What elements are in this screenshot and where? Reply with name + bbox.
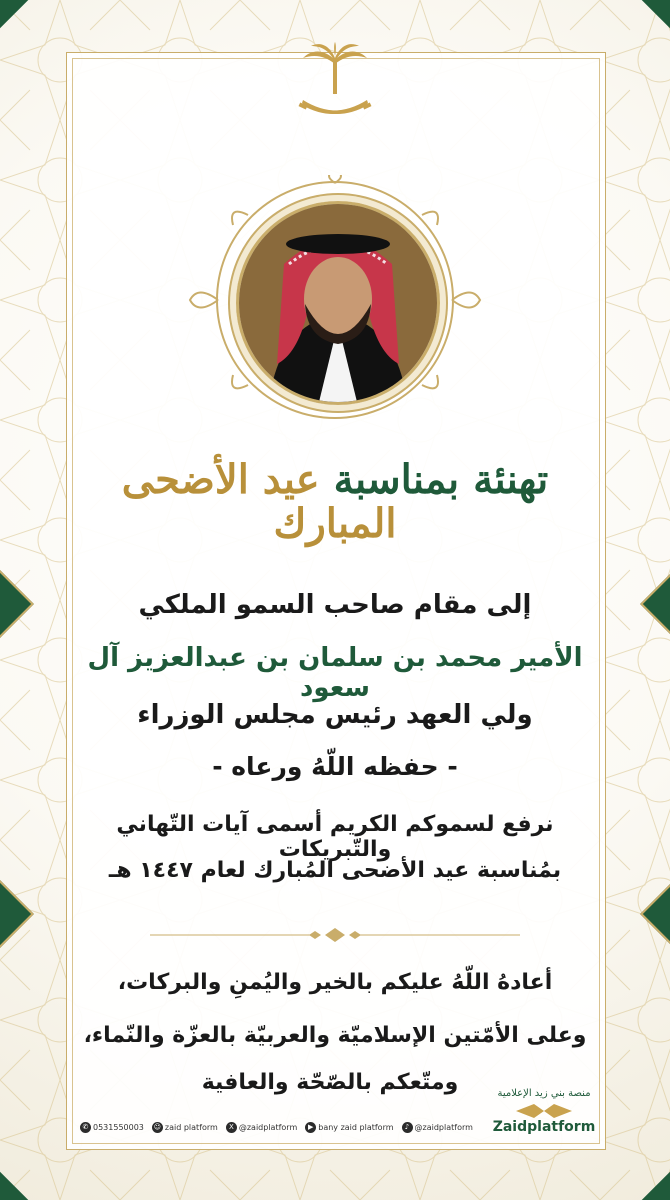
- social-text: @zaidplatform: [414, 1122, 473, 1132]
- social-text: bany zaid platform: [318, 1122, 394, 1132]
- title-part-2: عيد الأضحى المبارك: [121, 456, 397, 547]
- portrait-figure-icon: [239, 204, 437, 402]
- prince-name: الأمير محمد بن سلمان بن عبدالعزيز آل سعود: [87, 643, 583, 703]
- brand-name: Zaidplatform: [492, 1119, 596, 1135]
- brand-arabic-name: منصة بني زيد الإعلامية: [497, 1088, 591, 1099]
- zaidplatform-logo: [488, 1088, 600, 1152]
- social-snapchat[interactable]: [152, 1122, 218, 1133]
- whatsapp-icon: ✆: [80, 1122, 91, 1133]
- congrats-line-2: بمُناسبة عيد الأضحى المُبارك لعام ١٤٤٧ هـ: [108, 858, 562, 883]
- tiktok-icon: ♪: [402, 1122, 413, 1133]
- social-whatsapp[interactable]: [80, 1122, 144, 1133]
- x-icon: X: [226, 1122, 237, 1133]
- social-tiktok[interactable]: [402, 1122, 473, 1133]
- handshake-icon: [514, 1102, 574, 1120]
- congrats-line-1: نرفع لسموكم الكريم أسمى آيات التّهاني والتّبريكات: [116, 812, 554, 862]
- blessing-line: - حفظه اللّهُ ورعاه -: [212, 752, 458, 781]
- portrait-medallion: [188, 175, 482, 425]
- social-youtube[interactable]: [305, 1122, 393, 1133]
- youtube-icon: ▶: [305, 1122, 316, 1133]
- portrait-photo: [236, 201, 440, 405]
- prayer-line-3: ومتّعكم بالصّحّة والعافية: [201, 1070, 459, 1095]
- social-links: [80, 1118, 490, 1136]
- social-text: 0531550003: [93, 1122, 144, 1132]
- prayer-line-1: أعادهُ اللّهُ عليكم بالخير واليُمنِ والبركات،: [117, 970, 553, 995]
- ornamental-divider-icon: [150, 928, 520, 942]
- title-part-1: تهنئة بمناسبة: [333, 456, 549, 503]
- social-x[interactable]: [226, 1122, 297, 1133]
- social-text: zaid platform: [164, 1122, 218, 1132]
- snapchat-icon: ☺: [153, 1122, 162, 1131]
- title-line: ولي العهد رئيس مجلس الوزراء: [137, 700, 533, 730]
- social-text: @zaidplatform: [238, 1122, 298, 1132]
- greeting-title: [70, 458, 600, 546]
- prayer-line-2: وعلى الأمّتين الإسلاميّة والعربيّة بالعزّة والنّماء،: [83, 1023, 587, 1048]
- addressee-line: إلى مقام صاحب السمو الملكي: [138, 590, 532, 620]
- saudi-emblem-icon: [295, 42, 375, 126]
